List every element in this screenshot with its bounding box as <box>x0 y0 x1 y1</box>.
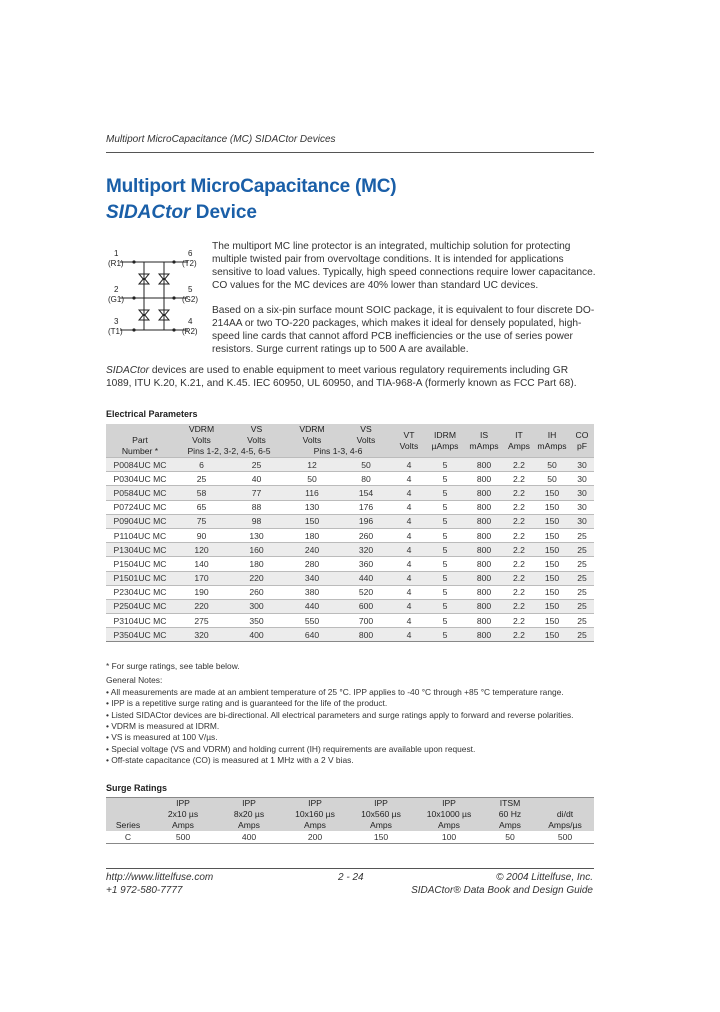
col-is-sym: IS <box>479 429 489 440</box>
table-cell: 2.2 <box>504 543 534 557</box>
title-sidactor: SIDACtor <box>106 202 191 223</box>
table-cell: 350 <box>229 614 284 628</box>
table-cell: 2.2 <box>504 585 534 599</box>
table-cell: 2.2 <box>504 614 534 628</box>
col-ih <box>534 424 570 458</box>
table-cell: 98 <box>229 514 284 528</box>
surge-cell: 500 <box>150 831 216 844</box>
part-number-cell: P0084UC MC <box>106 458 174 472</box>
surge-wave: 8x20 µs <box>233 809 265 819</box>
footer-phone: +1 972-580-7777 <box>106 885 183 896</box>
table-cell: 40 <box>229 472 284 486</box>
table-cell: 4 <box>392 614 426 628</box>
table-row <box>106 614 594 628</box>
general-notes-title: General Notes: <box>106 675 163 686</box>
col-idrm-sym: IDRM <box>434 429 456 440</box>
part-number-cell: P0584UC MC <box>106 486 174 500</box>
table-row <box>106 628 594 642</box>
table-cell: 260 <box>229 585 284 599</box>
table-cell: 88 <box>229 500 284 514</box>
table-cell: 180 <box>284 528 340 542</box>
pin6-num: 6 <box>188 249 193 258</box>
pin3-num: 3 <box>114 317 119 326</box>
surge-unit: Amps <box>370 820 392 830</box>
footer-page-number: 2 - 24 <box>338 872 364 883</box>
table-cell: 2.2 <box>504 528 534 542</box>
pins-group-a: Pins 1-2, 3-2, 4-5, 6-5 <box>174 446 284 458</box>
col-is <box>464 424 504 458</box>
pin5-label: (G2) <box>182 295 198 304</box>
table-cell: 4 <box>392 543 426 557</box>
table-cell: 2.2 <box>504 628 534 642</box>
surge-unit: Amps <box>499 820 521 830</box>
surge-unit: Amps/µs <box>548 820 582 830</box>
table-cell: 440 <box>340 571 392 585</box>
table-cell: 176 <box>340 500 392 514</box>
table-cell: 25 <box>570 614 594 628</box>
table-cell: 280 <box>284 557 340 571</box>
title-device: Device <box>190 202 257 223</box>
table-cell: 150 <box>534 514 570 528</box>
electrical-section-title: Electrical Parameters <box>106 409 198 419</box>
col-vs-a <box>229 424 284 446</box>
col-vs-a-unit: Volts <box>247 435 266 445</box>
table-cell: 30 <box>570 500 594 514</box>
table-cell: 170 <box>174 571 229 585</box>
table-cell: 220 <box>229 571 284 585</box>
table-cell: 800 <box>464 557 504 571</box>
col-it-sym: IT <box>515 429 523 440</box>
col-part-number: Number * <box>106 446 174 458</box>
col-ih-unit: mAmps <box>537 440 567 451</box>
surge-sym: IPP <box>176 798 190 808</box>
surge-col <box>536 798 594 832</box>
table-cell: 340 <box>284 571 340 585</box>
table-cell: 4 <box>392 472 426 486</box>
table-cell: 5 <box>426 557 464 571</box>
surge-col <box>216 798 282 832</box>
surge-unit: Amps <box>238 820 260 830</box>
table-cell: 520 <box>340 585 392 599</box>
table-cell: 30 <box>570 458 594 472</box>
table-cell: 25 <box>570 585 594 599</box>
table-cell: 150 <box>534 557 570 571</box>
table-cell: 800 <box>464 458 504 472</box>
pin2-num: 2 <box>114 285 119 294</box>
table-cell: 300 <box>229 599 284 613</box>
surge-unit: Amps <box>172 820 194 830</box>
table-cell: 4 <box>392 528 426 542</box>
electrical-parameters-table <box>106 424 594 642</box>
electrical-table-body <box>106 458 594 642</box>
table-cell: 800 <box>464 585 504 599</box>
table-cell: 150 <box>534 571 570 585</box>
surge-cell: 100 <box>414 831 484 844</box>
pin1-label: (R1) <box>108 259 124 268</box>
col-part-label: Part <box>132 435 148 445</box>
table-row <box>106 472 594 486</box>
note-item: • Listed SIDACtor devices are bi-directional. All electrical parameters and surge ratings apply to forward and reverse polarities. <box>106 709 574 720</box>
surge-footnote: * For surge ratings, see table below. <box>106 661 240 671</box>
pinout-diagram <box>106 244 202 342</box>
table-cell: 25 <box>570 528 594 542</box>
table-cell: 4 <box>392 571 426 585</box>
surge-section-title: Surge Ratings <box>106 783 168 793</box>
part-number-cell: P3104UC MC <box>106 614 174 628</box>
col-part <box>106 424 174 446</box>
intro-paragraph: The multiport MC line protector is an integrated, multichip solution for protecting multiple twisted pair from overvoltage conditions. It is intended for applications sensitive to load values. Typically, high speed connections require lower capacitance. CO values for the MC devices are 40% lower than standard UC devices. <box>212 241 596 291</box>
note-item: • IPP is a repetitive surge rating and is guaranteed for the life of the product. <box>106 698 388 709</box>
table-cell: 80 <box>340 472 392 486</box>
table-cell: 5 <box>426 599 464 613</box>
note-item: • All measurements are made at an ambient temperature of 25 °C. IPP applies to -40 °C through +85 °C temperature range. <box>106 686 564 697</box>
col-vs-a-sym: VS <box>250 424 263 434</box>
table-cell: 5 <box>426 486 464 500</box>
table-cell: 150 <box>284 514 340 528</box>
col-vs-b-sym: VS <box>360 424 372 434</box>
surge-wave: 2x10 µs <box>167 809 199 819</box>
part-number-cell: P0304UC MC <box>106 472 174 486</box>
table-cell: 5 <box>426 514 464 528</box>
table-cell: 4 <box>392 599 426 613</box>
table-cell: 150 <box>534 585 570 599</box>
pin1-num: 1 <box>114 249 119 258</box>
col-vdrm-b-unit: Volts <box>302 435 322 445</box>
table-cell: 150 <box>534 599 570 613</box>
table-cell: 4 <box>392 486 426 500</box>
table-cell: 30 <box>570 486 594 500</box>
col-vs-b-unit: Volts <box>356 435 376 445</box>
part-number-cell: P1304UC MC <box>106 543 174 557</box>
table-cell: 50 <box>340 458 392 472</box>
table-cell: 5 <box>426 628 464 642</box>
table-cell: 154 <box>340 486 392 500</box>
surge-wave: 60 Hz <box>498 809 522 819</box>
table-cell: 800 <box>464 628 504 642</box>
surge-wave: 10x560 µs <box>361 809 401 819</box>
surge-unit: Amps <box>438 820 460 830</box>
surge-sym: IPP <box>374 798 388 808</box>
surge-sym: IPP <box>242 798 256 808</box>
footer-copyright: © 2004 Littelfuse, Inc. <box>496 872 593 883</box>
table-cell: 800 <box>464 571 504 585</box>
col-vdrm-a-unit: Volts <box>192 435 211 445</box>
table-cell: 150 <box>534 628 570 642</box>
table-cell: 116 <box>284 486 340 500</box>
pin5-num: 5 <box>188 285 193 294</box>
table-cell: 25 <box>570 543 594 557</box>
surge-ratings-table <box>106 797 594 844</box>
footer-url[interactable]: http://www.littelfuse.com <box>106 872 214 883</box>
surge-wave: 10x1000 µs <box>426 809 472 819</box>
surge-col <box>484 798 536 832</box>
table-cell: 5 <box>426 585 464 599</box>
table-cell: 30 <box>570 514 594 528</box>
table-cell: 2.2 <box>504 458 534 472</box>
pin4-label: (R2) <box>182 327 198 336</box>
table-cell: 550 <box>284 614 340 628</box>
pins-group-b: Pins 1-3, 4-6 <box>284 446 392 458</box>
table-cell: 800 <box>464 614 504 628</box>
table-cell: 12 <box>284 458 340 472</box>
table-cell: 320 <box>340 543 392 557</box>
pin4-num: 4 <box>188 317 193 326</box>
table-cell: 150 <box>534 528 570 542</box>
surge-cell: 150 <box>348 831 414 844</box>
pin6-label: (T2) <box>182 259 197 268</box>
table-cell: 800 <box>464 472 504 486</box>
table-cell: 440 <box>284 599 340 613</box>
table-cell: 600 <box>340 599 392 613</box>
header-divider <box>106 152 594 153</box>
surge-cell: 400 <box>216 831 282 844</box>
table-row <box>106 557 594 571</box>
table-cell: 2.2 <box>504 571 534 585</box>
table-cell: 90 <box>174 528 229 542</box>
table-cell: 5 <box>426 472 464 486</box>
table-cell: 360 <box>340 557 392 571</box>
footer-divider <box>106 868 594 869</box>
col-vt-unit: Volts <box>399 440 419 451</box>
surge-cell: 50 <box>484 831 536 844</box>
col-it-unit: Amps <box>508 440 530 451</box>
table-cell: 800 <box>464 514 504 528</box>
table-cell: 380 <box>284 585 340 599</box>
package-paragraph: Based on a six-pin surface mount SOIC package, it is equivalent to four discrete DO-214AA or two TO-220 packages, which makes it ideal for densely populated, high-speed line cards that cannot afford PCB inefficiencies or the use of series power resistors. Surge current ratings up to 500 A are available. <box>212 305 595 355</box>
part-number-cell: P1504UC MC <box>106 557 174 571</box>
table-cell: 50 <box>534 458 570 472</box>
table-cell: 800 <box>464 486 504 500</box>
table-cell: 58 <box>174 486 229 500</box>
table-cell: 275 <box>174 614 229 628</box>
surge-col <box>150 798 216 832</box>
table-cell: 150 <box>534 500 570 514</box>
table-cell: 160 <box>229 543 284 557</box>
note-item: • VS is measured at 100 V/µs. <box>106 732 218 743</box>
table-cell: 150 <box>534 486 570 500</box>
page-title-line1: Multiport MicroCapacitance (MC) <box>106 176 397 197</box>
table-cell: 4 <box>392 500 426 514</box>
surge-col <box>348 798 414 832</box>
part-number-cell: P3504UC MC <box>106 628 174 642</box>
regulatory-sidactor: SIDACtor <box>106 365 150 376</box>
surge-col-series <box>106 798 150 832</box>
part-number-cell: P1501UC MC <box>106 571 174 585</box>
col-vt-sym: VT <box>403 429 415 440</box>
table-cell: 4 <box>392 458 426 472</box>
surge-cell: 500 <box>536 831 594 844</box>
surge-sym: IPP <box>442 798 456 808</box>
page-title-line2 <box>106 202 257 224</box>
table-cell: 5 <box>426 543 464 557</box>
table-cell: 2.2 <box>504 557 534 571</box>
running-header: Multiport MicroCapacitance (MC) SIDACtor Devices <box>106 134 336 145</box>
table-cell: 220 <box>174 599 229 613</box>
table-cell: 130 <box>229 528 284 542</box>
part-number-cell: P2504UC MC <box>106 599 174 613</box>
table-cell: 2.2 <box>504 486 534 500</box>
col-idrm-unit: µAmps <box>431 440 459 451</box>
table-cell: 260 <box>340 528 392 542</box>
table-row <box>106 571 594 585</box>
table-cell: 130 <box>284 500 340 514</box>
table-row <box>106 585 594 599</box>
col-vdrm-b-sym: VDRM <box>299 424 325 434</box>
table-cell: 65 <box>174 500 229 514</box>
table-cell: 140 <box>174 557 229 571</box>
table-cell: 25 <box>174 472 229 486</box>
table-cell: 800 <box>464 599 504 613</box>
surge-sym: IPP <box>308 798 322 808</box>
table-cell: 5 <box>426 614 464 628</box>
table-cell: 2.2 <box>504 514 534 528</box>
table-cell: 800 <box>340 628 392 642</box>
table-cell: 5 <box>426 528 464 542</box>
table-cell: 5 <box>426 458 464 472</box>
col-vt <box>392 424 426 458</box>
regulatory-paragraph <box>106 364 596 390</box>
surge-col <box>414 798 484 832</box>
table-cell: 800 <box>464 500 504 514</box>
table-cell: 6 <box>174 458 229 472</box>
table-cell: 400 <box>229 628 284 642</box>
surge-wave: di/dt <box>556 809 574 819</box>
table-cell: 640 <box>284 628 340 642</box>
table-cell: 75 <box>174 514 229 528</box>
pin3-label: (T1) <box>108 327 123 336</box>
part-number-cell: P0904UC MC <box>106 514 174 528</box>
table-cell: 5 <box>426 500 464 514</box>
table-cell: 25 <box>229 458 284 472</box>
pin2-label: (G1) <box>108 295 124 304</box>
col-idrm <box>426 424 464 458</box>
table-cell: 25 <box>570 599 594 613</box>
table-cell: 25 <box>570 571 594 585</box>
table-row <box>106 543 594 557</box>
table-cell: 77 <box>229 486 284 500</box>
table-cell: 4 <box>392 585 426 599</box>
table-cell: 180 <box>229 557 284 571</box>
col-ih-sym: IH <box>547 429 557 440</box>
table-cell: 700 <box>340 614 392 628</box>
table-cell: 2.2 <box>504 472 534 486</box>
col-vdrm-b <box>284 424 340 446</box>
col-co-unit: pF <box>576 440 588 451</box>
table-cell: 2.2 <box>504 599 534 613</box>
col-it <box>504 424 534 458</box>
surge-cell: 200 <box>282 831 348 844</box>
note-item: • VDRM is measured at IDRM. <box>106 721 220 732</box>
table-cell: 2.2 <box>504 500 534 514</box>
table-cell: 150 <box>534 543 570 557</box>
table-row <box>106 599 594 613</box>
surge-unit: Amps <box>304 820 326 830</box>
col-co <box>570 424 594 458</box>
table-row <box>106 486 594 500</box>
table-cell: 800 <box>464 543 504 557</box>
table-row <box>106 458 594 472</box>
col-vdrm-a <box>174 424 229 446</box>
regulatory-text: devices are used to enable equipment to meet various regulatory requirements including GR 1089, ITU K.20, K.21, and K.45. IEC 60950, UL 60950, and TIA-968-A (formerly known as FCC Part 68). <box>106 365 577 389</box>
part-number-cell: P1104UC MC <box>106 528 174 542</box>
surge-col <box>282 798 348 832</box>
table-cell: 150 <box>534 614 570 628</box>
table-cell: 25 <box>570 628 594 642</box>
col-vs-b <box>340 424 392 446</box>
col-co-sym: CO <box>575 429 589 440</box>
table-cell: 196 <box>340 514 392 528</box>
part-number-cell: P2304UC MC <box>106 585 174 599</box>
col-is-unit: mAmps <box>469 440 499 451</box>
general-notes <box>106 661 596 767</box>
table-cell: 4 <box>392 514 426 528</box>
table-cell: 320 <box>174 628 229 642</box>
part-number-cell: P0724UC MC <box>106 500 174 514</box>
surge-series-label: Series <box>115 820 141 830</box>
col-vdrm-a-sym: VDRM <box>188 424 215 434</box>
note-item: • Off-state capacitance (CO) is measured at 1 MHz with a 2 V bias. <box>106 755 354 766</box>
table-row <box>106 528 594 542</box>
table-cell: 120 <box>174 543 229 557</box>
surge-wave: 10x160 µs <box>295 809 335 819</box>
table-cell: 5 <box>426 571 464 585</box>
table-cell: 25 <box>570 557 594 571</box>
table-cell: 50 <box>534 472 570 486</box>
surge-row <box>106 831 594 844</box>
note-item: • Special voltage (VS and VDRM) and holding current (IH) requirements are available upon request. <box>106 743 476 754</box>
surge-cell: C <box>106 831 150 844</box>
footer-book-title: SIDACtor® Data Book and Design Guide <box>411 885 593 896</box>
table-row <box>106 514 594 528</box>
table-cell: 30 <box>570 472 594 486</box>
table-cell: 4 <box>392 557 426 571</box>
table-cell: 4 <box>392 628 426 642</box>
surge-sym: ITSM <box>499 798 521 808</box>
table-cell: 190 <box>174 585 229 599</box>
table-cell: 240 <box>284 543 340 557</box>
table-cell: 50 <box>284 472 340 486</box>
table-row <box>106 500 594 514</box>
table-cell: 800 <box>464 528 504 542</box>
